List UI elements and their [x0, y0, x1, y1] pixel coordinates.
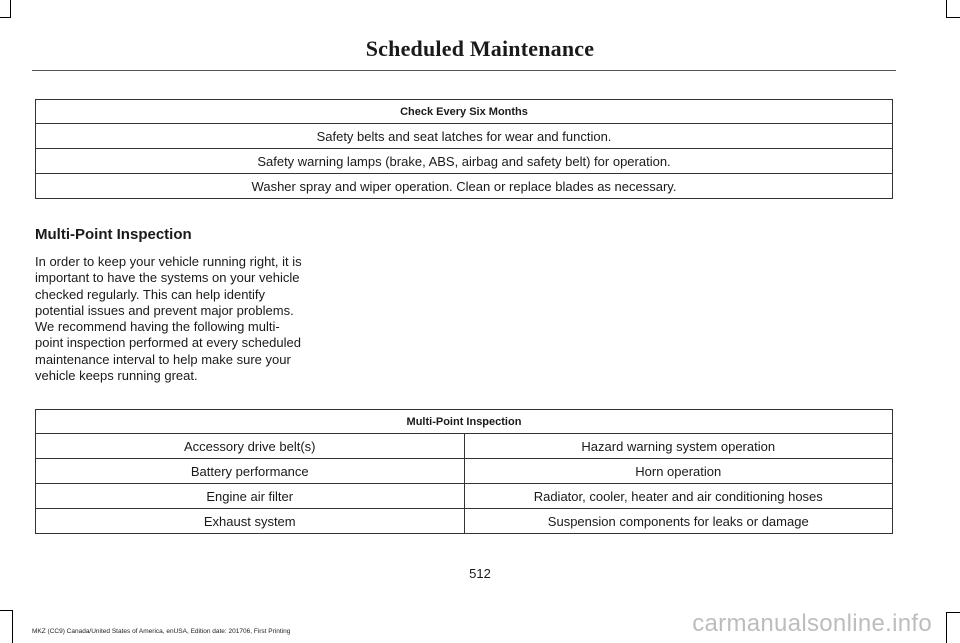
title-divider: [32, 70, 896, 71]
edition-footer: MKZ (CC9) Canada/United States of America, enUSA, Edition date: 201706, First Printing: [32, 628, 291, 635]
table-cell: Safety belts and seat latches for wear and function.: [36, 124, 893, 149]
table-heading: Check Every Six Months: [36, 100, 893, 124]
crop-mark: [10, 0, 11, 18]
page-number: 512: [469, 566, 491, 581]
crop-mark: [0, 17, 11, 18]
crop-mark: [946, 17, 960, 18]
table-header-row: [36, 410, 893, 434]
table-cell: Engine air filter: [36, 484, 465, 509]
table-cell: Exhaust system: [36, 509, 465, 534]
table-row: [36, 149, 893, 174]
body-paragraph: In order to keep your vehicle running right, it is important to have the systems on your vehicle checked regularly. This can help identify potential issues and prevent major problems. We recommend having the following multi-point inspection performed at every scheduled maintenance interval to help make sure your vehicle keeps running great.: [35, 254, 302, 384]
crop-mark: [0, 610, 13, 611]
table-row: [36, 434, 893, 459]
table-cell: Suspension components for leaks or damage: [464, 509, 893, 534]
table-row: [36, 174, 893, 199]
crop-mark: [12, 610, 13, 643]
watermark: carmanualsonline.info: [692, 610, 932, 637]
multi-point-inspection-table: [35, 409, 893, 534]
table-cell: Safety warning lamps (brake, ABS, airbag and safety belt) for operation.: [36, 149, 893, 174]
table-row: [36, 124, 893, 149]
section-heading: Multi-Point Inspection: [35, 226, 192, 243]
table-row: [36, 509, 893, 534]
table-cell: Accessory drive belt(s): [36, 434, 465, 459]
table-row: [36, 459, 893, 484]
table-cell: Radiator, cooler, heater and air conditioning hoses: [464, 484, 893, 509]
table-row: [36, 484, 893, 509]
crop-mark: [946, 0, 947, 18]
table-header-row: [36, 100, 893, 124]
table-heading: Multi-Point Inspection: [36, 410, 893, 434]
table-cell: Battery performance: [36, 459, 465, 484]
crop-mark: [946, 612, 947, 643]
crop-mark: [946, 612, 960, 613]
table-cell: Horn operation: [464, 459, 893, 484]
page-title: Scheduled Maintenance: [365, 36, 595, 61]
table-cell: Hazard warning system operation: [464, 434, 893, 459]
table-cell: Washer spray and wiper operation. Clean or replace blades as necessary.: [36, 174, 893, 199]
six-month-check-table: [35, 99, 893, 199]
